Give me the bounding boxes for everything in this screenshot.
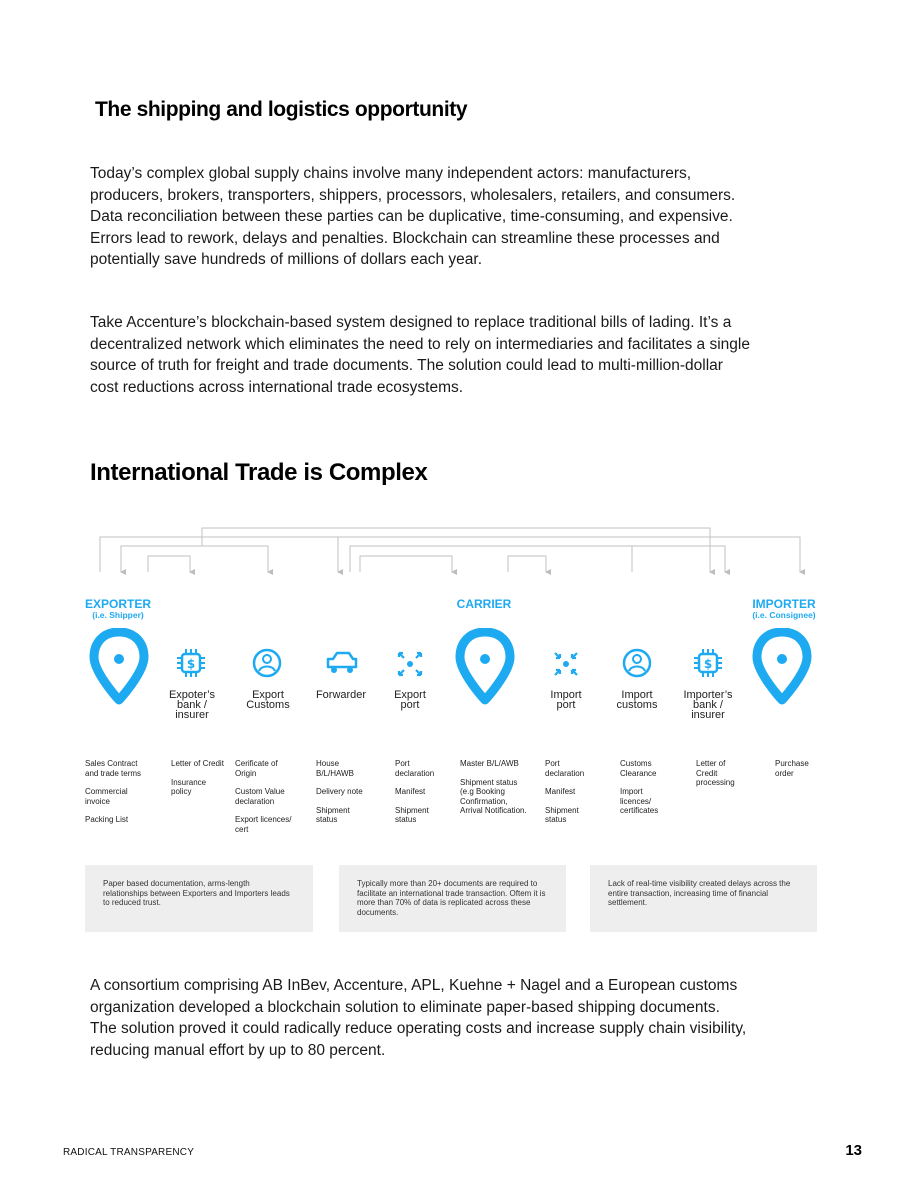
- docs-import-customs: Customs Clearance Import licences/ certificates: [620, 759, 659, 815]
- connector-line: [148, 556, 190, 572]
- exporter-subtitle: (i.e. Shipper): [92, 610, 144, 620]
- exporter-label: [68, 598, 168, 620]
- diagram-title: International Trade is Complex: [90, 459, 428, 486]
- issue-box-trust: [85, 865, 313, 932]
- bank-chip-icon: [176, 648, 206, 678]
- import-customs-officer-icon: [622, 648, 652, 678]
- importer-pin-icon: [752, 628, 812, 705]
- docs-import-port: Port declaration Manifest Shipment status: [545, 759, 585, 824]
- docs-export-port: Port declaration Manifest Shipment status: [395, 759, 435, 824]
- export-customs-officer-icon: [252, 648, 282, 678]
- consortium-paragraph: A consortium comprising AB InBev, Accenture, APL, Kuehne + Nagel and a European customs organization developed a blockchain solution to eliminate paper-based shipping documents. The solution proved it could radically reduce operating costs and increase supply chain visibility, reducing manual effort by up to 80 percent.: [90, 977, 747, 1059]
- accenture-paragraph: Take Accenture’s blockchain-based system designed to replace traditional bills of lading. It’s a decentralized network which eliminates the need to rely on intermediaries and facilitates a single source of truth for freight and trade documents. The solution could lead to multi-million-dollar cost reductions across international trade ecosystems.: [90, 314, 750, 396]
- footer-title: RADICAL TRANSPARENCY: [63, 1147, 195, 1158]
- connector-line: [202, 546, 268, 572]
- docs-importer-bank: Letter of Credit processing: [696, 759, 735, 787]
- export-port-icon: [397, 651, 423, 677]
- docs-exporter: Sales Contract and trade terms Commercial invoice Packing List: [85, 759, 142, 824]
- issue-text: Typically more than 20+ documents are required to facilitate an international trade transaction. Oftem it is more than 70% of data is replicated across these documents.: [357, 879, 546, 917]
- page-number: 13: [845, 1142, 862, 1159]
- issue-text: Lack of real-time visibility created delays across the entire transaction, increasing time of financial settlement.: [608, 879, 791, 907]
- docs-export-customs: Cerificate of Origin Custom Value declaration Export licences/ cert: [235, 759, 292, 834]
- svg-text:$: $: [703, 657, 713, 671]
- issue-box-documents: [339, 865, 566, 932]
- exporter-title: EXPORTER: [84, 597, 151, 611]
- docs-carrier: Master B/L/AWB Shipment status (e.g Booking Confirmation, Arrival Notification.: [460, 759, 527, 815]
- importer-subtitle: (i.e. Consignee): [752, 610, 816, 620]
- carrier-pin-icon: [455, 628, 515, 705]
- connector-line: [350, 546, 725, 572]
- docs-exporter-bank: Letter of Credit Insurance policy: [171, 759, 224, 796]
- carrier-title: CARRIER: [456, 597, 512, 611]
- export-customs-label: Export Customs: [246, 689, 290, 711]
- intro-paragraph: Today’s complex global supply chains involve many independent actors: manufacturers, producers, brokers, transporters, shippers, processors, wholesalers, retailers, and consumers. Data reconciliation between these parties can be duplicative, time-consuming, and expensive. Errors lead to rework, delays and penalties. Blockchain can streamline these processes and potentially save hundreds of millions of dollars each year.: [90, 165, 736, 268]
- exporter-bank-label: Expoter’s bank / insurer: [168, 689, 216, 721]
- svg-text:$: $: [186, 657, 196, 671]
- importer-bank-label: Importer’s bank / insurer: [683, 689, 733, 721]
- docs-forwarder: House B/L/HAWB Delivery note Shipment status: [316, 759, 363, 824]
- importer-label: [734, 598, 834, 620]
- issue-box-visibility: [590, 865, 817, 932]
- import-customs-label: Import customs: [616, 689, 658, 711]
- carrier-label: [434, 598, 534, 610]
- forwarder-label: Forwarder: [315, 689, 367, 701]
- importer-bank-chip-icon: [693, 648, 723, 678]
- connector-line: [100, 528, 710, 572]
- issue-text: Paper based documentation, arms-length relationships between Exporters and Importers leads to reduced trust.: [103, 879, 290, 907]
- export-port-label: Export port: [394, 689, 426, 711]
- connector-line: [508, 556, 546, 572]
- exporter-pin-icon: [89, 628, 149, 705]
- section-title: The shipping and logistics opportunity: [95, 98, 468, 121]
- forwarder-truck-icon: [325, 649, 359, 677]
- import-port-label: Import port: [550, 689, 582, 711]
- docs-importer: Purchase order: [775, 759, 809, 778]
- connector-line: [360, 556, 452, 572]
- importer-title: IMPORTER: [752, 597, 816, 611]
- import-port-icon: [553, 651, 579, 677]
